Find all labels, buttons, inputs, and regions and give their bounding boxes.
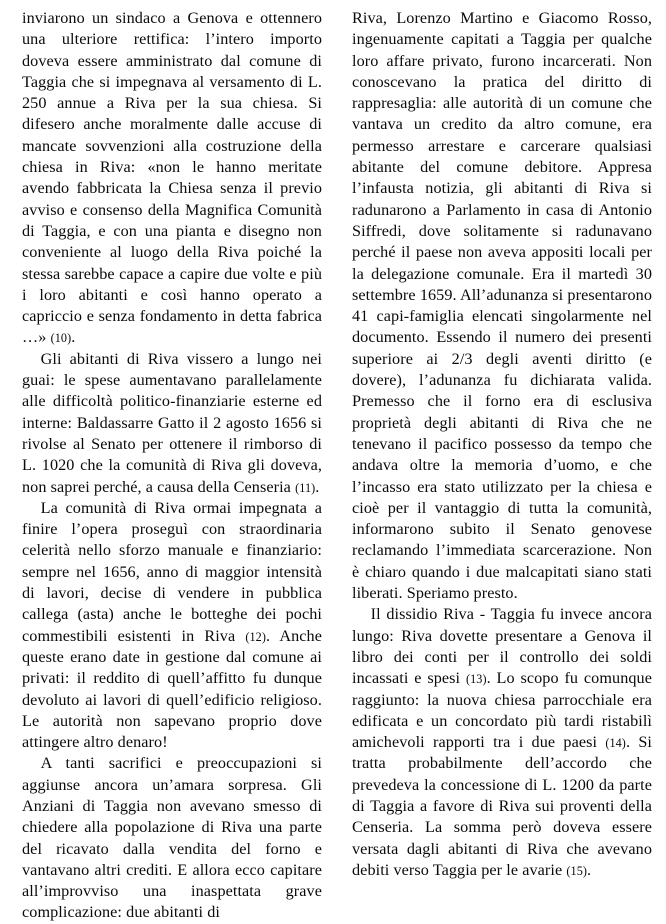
paragraph: Riva, Lorenzo Martino e Giacomo Rosso, ingenuamente capitati a Taggia per qualche loro affare privato, furono incarcerati. Non conoscevano la pratica del diritto di rappresaglia: alle autorità di un comune che vantava un credito da altro comune, era permesso arrestare e carcerare qualsiasi abitante del comune debitore. Appresa l’infausta notizia, gli abitanti di Riva si radunarono a Parlamento in casa di Antonio Siffredi, dove solitamente si radunavano perché il paese non aveva appositi locali per la delegazione comunale. Era il martedì 30 settembre 1659. All’adunanza si presentarono 41 capi-famiglia elencati singolarmente nel documento. Essendo il numero dei presenti superiore ai 2/3 degli aventi diritto (e dovere), l’adunanza fu dichiarata valida. Premesso che il forno era di esclusiva proprietà degli abitanti di Riva che ne tenevano il pacifico possesso da tempo che andava oltre la memoria d’uomo, e che l’incasso era stato utilizzato per la chiesa e cioè per il vantaggio di tutta la comunità, informarono subito il Senato genovese reclamando l’immediata scarcerazione. Non è chiaro quando i due malcapitati siano stati liberati. Speriamo presto. <box>352 9 652 603</box>
footnote-ref: (14) <box>605 736 626 751</box>
paragraph: A tanti sacrifici e preoccupazioni si aggiunse ancora un’amara sorpresa. Gli Anziani di Taggia non avevano smesso di chiedere alla popolazione di Riva una parte del ricavato dalla vendita del forno e vantavano altri crediti. E allora ecco capitare all’improvviso una inaspettata grave complicazione: due abitanti di <box>22 754 322 922</box>
footnote-ref: (15) <box>566 863 588 878</box>
footnote-ref: (11) <box>295 480 316 495</box>
two-column-layout <box>22 8 652 922</box>
footnote-ref: (12) <box>245 629 266 644</box>
paragraph: Il dissidio Riva - Taggia fu invece ancora lungo: Riva dovette presentare a Genova il libro dei conti per il controllo dei soldi incassati e spesi (13). Lo scopo fu comunque raggiunto: la nuova chiesa parrocchiale era edificata e un concordato più tardi ristabilì amichevoli rapporti tra i due paesi (14). Si tratta probabilmente dell’accordo che prevedeva la concessione di L. 1200 da parte di Taggia a favore di Riva sui proventi della Censeria. La somma però doveva essere versata dagli abitanti di Riva che avevano debiti verso Taggia per le avarie (15). <box>352 605 652 879</box>
footnote-ref: (10) <box>50 331 72 346</box>
paragraph: Gli abitanti di Riva vissero a lungo nei guai: le spese aumentavano parallelamente alle difficoltà politico-finanziarie esterne ed interne: Baldassarre Gatto il 2 agosto 1656 si rivolse al Senato per ottenere il rimborso di L. 1020 che la comunità di Riva gli doveva, non saprei perché, a causa della Censeria (11). <box>22 349 322 496</box>
right-column <box>352 8 652 910</box>
footnote-ref: (13) <box>465 672 487 687</box>
paragraph: La comunità di Riva ormai impegnata a finire l’opera proseguì con straordinaria celerità nello sforzo manuale e finanziario: sempre nel 1656, anno di maggior intensità di lavori, decise di vendere in pubblica callega (asta) anche le botteghe dei pochi commestibili esistenti in Riva (12). Anche queste erano date in gestione dal comune ai privati: il reddito di quell’affitto fu dunque devoluto ai lavori di quell’edificio religioso. Le autorità non sapevano proprio dove attingere altro denaro! <box>22 498 322 752</box>
paragraph: inviarono un sindaco a Genova e ottennero una ulteriore rettifica: l’intero importo doveva essere amministrato dal comune di Taggia che si impegnava al versamento di L. 250 annue a Riva per la sua chiesa. Si difesero anche moralmente dalle accuse di mancate sovvenzioni alla costruzione della chiesa in Riva: «non le hanno meritate avendo fabbricata la Chiesa senza il previo avviso e consenso della Magnifica Comunità di Taggia, e con una pianta e disegno non conveniente al luogo della Riva poiché la stessa sarebbe capace a capire due volte e più i loro abitanti e così hanno operato a capriccio e senza fondamento in detta fabrica …» (10). <box>22 9 322 347</box>
left-column <box>22 8 322 922</box>
